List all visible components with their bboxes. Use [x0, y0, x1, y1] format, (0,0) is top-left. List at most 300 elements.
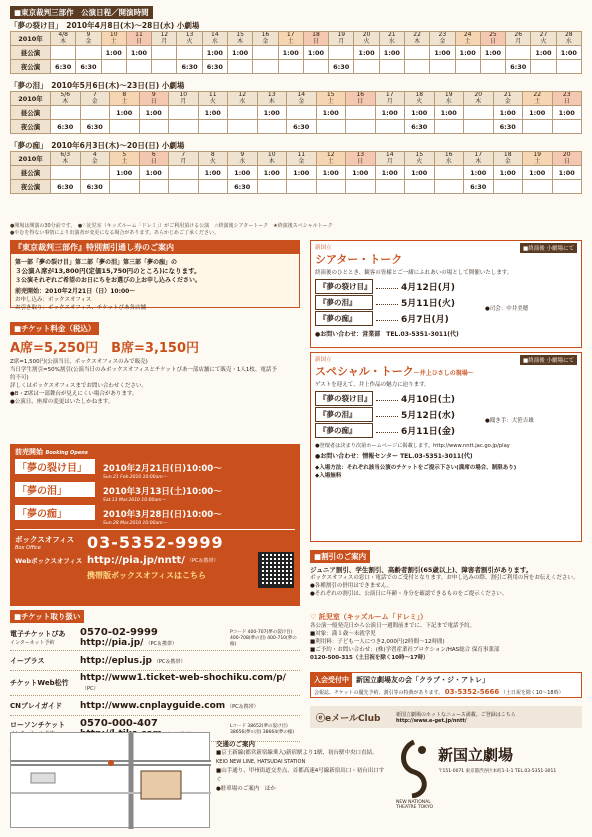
performance-time: 6:30 [329, 60, 354, 74]
schedule-date-header [287, 92, 317, 106]
schedule-date-header [278, 32, 303, 46]
empty-slot [51, 46, 76, 60]
club-phone[interactable]: 03-5352-5666 [444, 688, 500, 696]
performance-time: 6:30 [464, 180, 494, 194]
empty-slot [51, 106, 81, 120]
schedule-weekday: 日 [563, 157, 570, 165]
schedule-date-header [303, 32, 328, 46]
ticket-handling-title: ■チケット取り扱い [10, 610, 84, 623]
schedule-weekday: 月 [161, 37, 168, 45]
empty-slot [177, 46, 202, 60]
schedule-date: 8 [122, 91, 127, 98]
schedule-weekday: 日 [150, 97, 157, 105]
schedule-date-header [51, 32, 76, 46]
empty-slot [80, 106, 110, 120]
schedule-table [10, 31, 582, 74]
schedule-date: 18 [415, 91, 424, 98]
box-office-row [15, 529, 295, 552]
performance-time: 6:30 [506, 60, 531, 74]
theater-talk-moderator: ●司会：中井美穂 [485, 306, 529, 312]
schedule-date-header [228, 92, 258, 106]
performance-time: 1:00 [139, 166, 169, 180]
schedule-date: 12 [238, 91, 247, 98]
empty-slot [152, 60, 177, 74]
empty-slot [139, 180, 169, 194]
presale-title: 「夢の痂」 [15, 505, 95, 520]
empty-slot [346, 106, 376, 120]
empty-slot [227, 60, 252, 74]
kids-line: ■利用料：子ども一人につき2,000円(2時間～12時間) [310, 639, 445, 645]
schedule-weekday: 月 [515, 37, 522, 45]
price-section [10, 322, 300, 406]
performance-time: 6:30 [80, 180, 110, 194]
schedule-weekday: 日 [312, 37, 319, 45]
presale-header: 前売開始 Booking Opens [15, 448, 88, 456]
schedule-weekday: 水 [388, 37, 395, 45]
empty-slot [253, 60, 278, 74]
schedule-weekday: 火 [416, 157, 423, 165]
access-line: ■山手通り、甲州街道交差点、首都高速4号線新宿出口・初台出口すぐ [216, 768, 385, 783]
vendor-name: チケットWeb松竹 [10, 679, 69, 687]
club-title: 新国立劇場友の会「クラブ・ジ・アトレ」 [356, 676, 489, 684]
vendor-url-note: （PC＆携帯） [153, 658, 186, 665]
schedule-weekday: 月 [386, 97, 393, 105]
empty-slot [552, 120, 582, 134]
email-club-url[interactable]: http://www.e-get.jp/nntt/ [396, 717, 467, 724]
talk-item-title: 『夢の裂け目』 [315, 391, 373, 406]
performance-time: 1:00 [228, 166, 258, 180]
performance-time: 1:00 [278, 46, 303, 60]
schedule-date: 9 [86, 31, 91, 38]
schedule-weekday: 月 [180, 157, 187, 165]
vendor-url[interactable]: http://pia.jp/ [80, 638, 144, 648]
schedule-date: 18 [503, 151, 512, 158]
empty-slot [480, 60, 505, 74]
access-line: KEIO NEW LINE, HATSUDAI STATION [216, 759, 306, 765]
schedule-table [10, 91, 582, 134]
empty-slot [493, 180, 523, 194]
vendor-name: ローソンチケット [10, 721, 66, 729]
access-info [216, 740, 386, 794]
schedule-row-label: 夜公演 [11, 180, 51, 194]
performance-time: 1:00 [202, 46, 227, 60]
web-box-office-url[interactable]: http://pia.jp/nntt/ [87, 555, 185, 566]
vendor-url[interactable]: http://www.cnplayguide.com [80, 700, 226, 711]
vendor-list [10, 625, 300, 742]
talk-item [315, 407, 485, 422]
vendor-name: 電子チケットぴあ [10, 630, 66, 638]
empty-slot [110, 120, 140, 134]
empty-slot [556, 60, 581, 74]
schedule-weekday: 土 [534, 157, 541, 165]
empty-slot [101, 60, 126, 74]
talk-item-date: 5月12日(水) [401, 411, 456, 421]
discounts-line: ●各種割引の併用はできません。 [310, 583, 393, 589]
performance-time: 1:00 [354, 46, 379, 60]
performance-time: 1:00 [198, 166, 228, 180]
talk-item-title: 『夢の痂』 [315, 311, 373, 326]
schedule-date: 6/3 [60, 151, 71, 158]
talk-item-title: 『夢の泪』 [315, 407, 373, 422]
map-graphic [11, 733, 211, 829]
schedule-date-header [139, 152, 169, 166]
performance-time: 6:30 [177, 60, 202, 74]
empty-slot [257, 120, 287, 134]
presale-title: 「夢の裂け目」 [15, 459, 95, 474]
talk-item [315, 423, 485, 438]
schedule-date-header [316, 152, 346, 166]
presale-box [10, 444, 300, 606]
schedule-date-header [110, 152, 140, 166]
performance-time: 1:00 [375, 106, 405, 120]
schedule-date-header [110, 92, 140, 106]
schedule-weekday: 木 [237, 37, 244, 45]
vendor-url-note: （PC） [82, 686, 99, 692]
presale-date: 2010年2月21日(日)10:00～ [103, 464, 222, 474]
schedule-date-header [228, 152, 258, 166]
schedule-weekday: 木 [414, 37, 421, 45]
vendor-phone[interactable]: 0570-02-9999 [80, 627, 158, 638]
schedule-date: 4/8 [58, 31, 68, 38]
schedule-date: 12 [326, 151, 335, 158]
empty-slot [434, 166, 464, 180]
kids-room-section [310, 612, 582, 662]
schedule-block [10, 80, 582, 134]
talk-item [315, 311, 485, 326]
schedule-date-header [101, 32, 126, 46]
price-title: ■チケット料金（税込） [10, 322, 99, 335]
schedule-weekday: 木 [60, 37, 67, 45]
vendor-row [10, 696, 300, 716]
schedule-date-header [198, 152, 228, 166]
schedule-date: 23 [438, 31, 447, 38]
schedule-date: 14 [297, 91, 306, 98]
empty-slot [80, 166, 110, 180]
schedule-note-2: ●やむを得ない事情により出演者が変更になる場合があります。あらかじめご了承ください。 [10, 230, 219, 236]
email-club-box[interactable] [310, 706, 582, 728]
schedule-date-header [464, 92, 494, 106]
club-sub [311, 687, 581, 697]
leader-dots [376, 285, 398, 289]
schedule-weekday: 金 [439, 37, 446, 45]
schedule-weekday: 日 [357, 157, 364, 165]
presale-list [15, 459, 295, 526]
schedule-year: 2010年 [11, 92, 51, 106]
kids-phone[interactable]: 0120-500-315（土日祝を除く10時～17時） [310, 655, 429, 661]
performance-time: 1:00 [405, 166, 435, 180]
leader-dots [376, 317, 398, 321]
empty-slot [169, 166, 199, 180]
schedule-row-label: 昼公演 [11, 46, 51, 60]
empty-slot [316, 120, 346, 134]
presale-item [15, 459, 295, 480]
schedule-weekday: 金 [91, 157, 98, 165]
empty-slot [329, 46, 354, 60]
schedule-date: 11 [208, 91, 217, 98]
schedule-weekday: 月 [386, 157, 393, 165]
web-box-office-row [15, 555, 295, 566]
performance-time: 1:00 [405, 106, 435, 120]
schedule-block [10, 140, 582, 194]
schedule-date: 17 [385, 91, 394, 98]
performance-time: 1:00 [126, 46, 151, 60]
discounts-body [310, 574, 582, 598]
performance-time: 1:00 [464, 166, 494, 180]
performance-time: 1:00 [430, 46, 455, 60]
mobile-box-office[interactable]: 携帯版ボックスオフィスはこちら [87, 571, 207, 580]
schedule-date: 15 [326, 91, 335, 98]
schedule-year: 2010年 [11, 32, 51, 46]
schedule-weekday: 土 [121, 157, 128, 165]
presale-item [15, 482, 295, 503]
vendor-row [10, 651, 300, 671]
schedule-row [11, 46, 582, 60]
schedule-date: 25 [489, 31, 497, 38]
performance-time: 1:00 [227, 46, 252, 60]
empty-slot [346, 180, 376, 194]
schedule-weekday: 土 [534, 97, 541, 105]
schedule-weekday: 火 [540, 37, 547, 45]
vendor-name: CNプレイガイド [10, 701, 62, 710]
schedule-date-header [464, 152, 494, 166]
discount-title: 『東京裁判三部作』特別割引通し券のご案内 [11, 241, 299, 254]
schedule-date-header [434, 152, 464, 166]
empty-slot [51, 166, 81, 180]
discount-body-3: ３公演それぞれご希望のお日にちをお選びの上お申し込みください。 [15, 277, 202, 284]
empty-slot [303, 60, 328, 74]
schedule-row [11, 166, 582, 180]
email-icon: ⓔ [316, 713, 326, 724]
schedule-weekday: 月 [338, 37, 345, 45]
talk-item-date: 4月10日(土) [401, 395, 456, 405]
kids-line: ■ご予約・お問い合わせ：(株)学習産業社ブロクション/HAS総合 保育事業部 [310, 647, 500, 653]
schedule-weekday: 金 [91, 97, 98, 105]
schedule-date: 20 [562, 151, 571, 158]
schedule-date-header [257, 152, 287, 166]
performance-time: 1:00 [434, 106, 464, 120]
access-line: ■京王新線(都営新宿線乗入)新宿駅より1駅、初台駅中央口直結。 [216, 750, 378, 756]
empty-slot [139, 120, 169, 134]
schedule-date: 24 [463, 31, 472, 38]
vendor-url[interactable]: http://www1.ticket-web-shochiku.com/p/ [80, 673, 286, 683]
schedule-weekday: 木 [62, 97, 69, 105]
schedule-date-header [169, 92, 199, 106]
schedule-date-header [227, 32, 252, 46]
vendor-url[interactable]: http://eplus.jp [80, 655, 152, 666]
schedule-weekday: 金 [85, 37, 92, 45]
schedule-date: 23 [562, 91, 571, 98]
box-office-phone[interactable]: 03-5352-9999 [87, 533, 224, 552]
qr-code-icon[interactable] [258, 552, 294, 588]
theater-talk-badge: ■終演後 小劇場にて [520, 243, 577, 253]
schedule-date-header [51, 92, 81, 106]
schedule-weekday: 火 [186, 37, 193, 45]
schedule-date: 15 [236, 31, 244, 38]
discounts-section [310, 550, 582, 598]
schedule-weekday: 木 [62, 157, 69, 165]
vendor-row [10, 625, 300, 651]
special-talk-desc: ゲストを迎えて、井上作品の魅力に迫ります。 [315, 382, 430, 388]
schedule-date-header [354, 32, 379, 46]
schedule-tables [10, 20, 582, 200]
performance-time: 1:00 [139, 106, 169, 120]
empty-slot [198, 180, 228, 194]
empty-slot [430, 60, 455, 74]
special-talk-title: スペシャル・トーク [315, 365, 414, 378]
schedule-weekday: 水 [445, 157, 452, 165]
performance-time: 1:00 [480, 46, 505, 60]
special-talk-guest-note: ●登壇者は決まり次第ホームページに掲載します。http://www.nntt.jac.go.jp/play [315, 443, 510, 449]
special-talk-kicker: 新国立 [315, 357, 332, 363]
schedule-date: 28 [564, 31, 573, 38]
schedule-date: 10 [179, 91, 188, 98]
schedule-date-header [202, 32, 227, 46]
club-badge: 入会受付中 [311, 673, 352, 687]
performance-time: 6:30 [51, 180, 81, 194]
box-office-label: ボックスオフィス [15, 535, 75, 544]
schedule-date-header [253, 32, 278, 46]
performance-time: 1:00 [493, 166, 523, 180]
empty-slot [228, 106, 258, 120]
performance-time: 6:30 [228, 180, 258, 194]
discounts-title: ■割引のご案内 [310, 550, 370, 563]
schedule-row [11, 60, 582, 74]
special-talk-entry-2: ◆入場無料 [315, 473, 342, 479]
talk-item-title: 『夢の裂け目』 [315, 279, 373, 294]
vendor-phone[interactable]: 0570-000-407 [80, 718, 158, 729]
schedule-date-header [346, 92, 376, 106]
schedule-date: 21 [503, 91, 512, 98]
presale-date-en: Sun.28 Mar.2010 10:00am～ [103, 521, 168, 526]
performance-time: 1:00 [523, 106, 553, 120]
empty-slot [523, 180, 553, 194]
schedule-weekday: 日 [150, 157, 157, 165]
empty-slot [523, 120, 553, 134]
empty-slot [434, 180, 464, 194]
schedule-date: 14 [211, 31, 219, 38]
empty-slot [506, 46, 531, 60]
kids-room-title: ♡ 託児室（キッズルーム「ドレミ」） [310, 613, 428, 621]
schedule-row-label: 昼公演 [11, 106, 51, 120]
nntt-logo-jp: 新国立劇場 [438, 746, 514, 764]
schedule-title: 「夢の痂」 2010年6月3日(木)～20日(日) 小劇場 [10, 141, 185, 150]
schedule-weekday: 水 [239, 157, 246, 165]
price-note: 詳しくはボックスオフィスまでお問い合わせください。 [10, 383, 147, 389]
empty-slot [152, 46, 177, 60]
schedule-date-header [198, 92, 228, 106]
schedule-date-header [404, 32, 429, 46]
access-map [10, 732, 210, 828]
special-talk-subtitle: ～井上ひさしの現場～ [413, 370, 474, 377]
presale-date-en: Sat.13 Mar.2010 10:00am～ [103, 498, 166, 503]
schedule-date: 16 [261, 31, 270, 38]
schedule-weekday: 火 [209, 157, 216, 165]
schedule-date: 10 [267, 151, 276, 158]
empty-slot [228, 120, 258, 134]
theater-talk-title: シアター・トーク [315, 253, 403, 266]
schedule-weekday: 土 [287, 37, 294, 45]
schedule-date-header [493, 152, 523, 166]
schedule-weekday: 火 [209, 97, 216, 105]
schedule-row [11, 180, 582, 194]
schedule-date: 4 [92, 151, 97, 158]
kids-line: ■対象：満１歳～未就学児 [310, 631, 376, 637]
performance-time: 6:30 [76, 60, 101, 74]
presale-date: 2010年3月28日(日)10:00～ [103, 510, 222, 520]
schedule-date: 13 [356, 151, 365, 158]
schedule-date-header [329, 32, 354, 46]
schedule-date: 18 [312, 31, 320, 38]
special-talk-entry-1: ◆入場方法：それぞれ該当公演のチケットをご提示下さい(満席の場合、制限あり) [315, 465, 517, 471]
empty-slot [169, 120, 199, 134]
performance-time: 6:30 [202, 60, 227, 74]
discounts-line: ●それぞれの割引は、公演日に年齢・身分を確認できるものをご提示ください。 [310, 591, 508, 597]
schedule-date: 9 [240, 151, 245, 158]
price-note: Z席=1,500円(公演当日、ボックスオフィスのみで販売) [10, 359, 148, 365]
schedule-row [11, 120, 582, 134]
empty-slot [552, 180, 582, 194]
schedule-title: 「夢の泪」 2010年5月6日(木)～23日(日) 小劇場 [10, 81, 185, 90]
schedule-date-header [346, 152, 376, 166]
a-seat-price: A席=5,250円 [10, 341, 99, 356]
performance-time: 1:00 [287, 166, 317, 180]
b-seat-price: B席=3,150円 [111, 341, 200, 356]
performance-time: 1:00 [257, 106, 287, 120]
vendor-row [10, 671, 300, 696]
vendor-codes: Lコード 38652(夢の裂け目) 38656(夢の泪) 38664(夢の痂) [230, 723, 295, 735]
talk-item [315, 279, 485, 294]
empty-slot [126, 60, 151, 74]
schedule-weekday: 金 [298, 97, 305, 105]
club-box [310, 672, 582, 698]
schedule-date: 27 [539, 31, 548, 38]
club-phone-note: （土日祝を除く10～18時） [500, 690, 564, 696]
presale-date: 2010年3月13日(土)10:00～ [103, 487, 222, 497]
price-note: ●公演日、座席の変更はいたしかねます。 [10, 399, 114, 405]
schedule-date-header [523, 152, 553, 166]
schedule-table [10, 151, 582, 194]
theater-talk-kicker: 新国立 [315, 245, 332, 251]
empty-slot [434, 120, 464, 134]
theater-talk-items [315, 278, 485, 327]
discounts-line: ボックスオフィスの窓口・電話でのご受付となります。お申し込みの際、割引ご利用の旨をお伝えください。 [310, 575, 579, 581]
schedule-weekday: 金 [504, 157, 511, 165]
schedule-weekday: 水 [565, 37, 572, 45]
schedule-weekday: 日 [135, 37, 142, 45]
kids-line: 各公演一般発売日から公演日一週間前までに、下記まで電話予約。 [310, 623, 476, 629]
performance-time: 1:00 [523, 166, 553, 180]
talk-item-date: 4月12日(月) [401, 283, 456, 293]
schedule-date-header [169, 152, 199, 166]
schedule-date-header [480, 32, 505, 46]
schedule-date: 19 [444, 91, 453, 98]
empty-slot [464, 106, 494, 120]
email-club-label: ⓔeメールClub [316, 713, 381, 724]
price-notes [10, 358, 280, 406]
ticket-handling-section [10, 610, 300, 752]
schedule-date-header [405, 152, 435, 166]
leader-dots [376, 301, 398, 305]
schedule-date: 22 [533, 91, 542, 98]
performance-time: 6:30 [405, 120, 435, 134]
empty-slot [76, 46, 101, 60]
empty-slot [253, 46, 278, 60]
schedule-row-label: 夜公演 [11, 60, 51, 74]
schedule-date: 8 [210, 151, 215, 158]
access-title: 交通のご案内 [216, 740, 255, 748]
discount-box [10, 240, 300, 311]
empty-slot [346, 120, 376, 134]
